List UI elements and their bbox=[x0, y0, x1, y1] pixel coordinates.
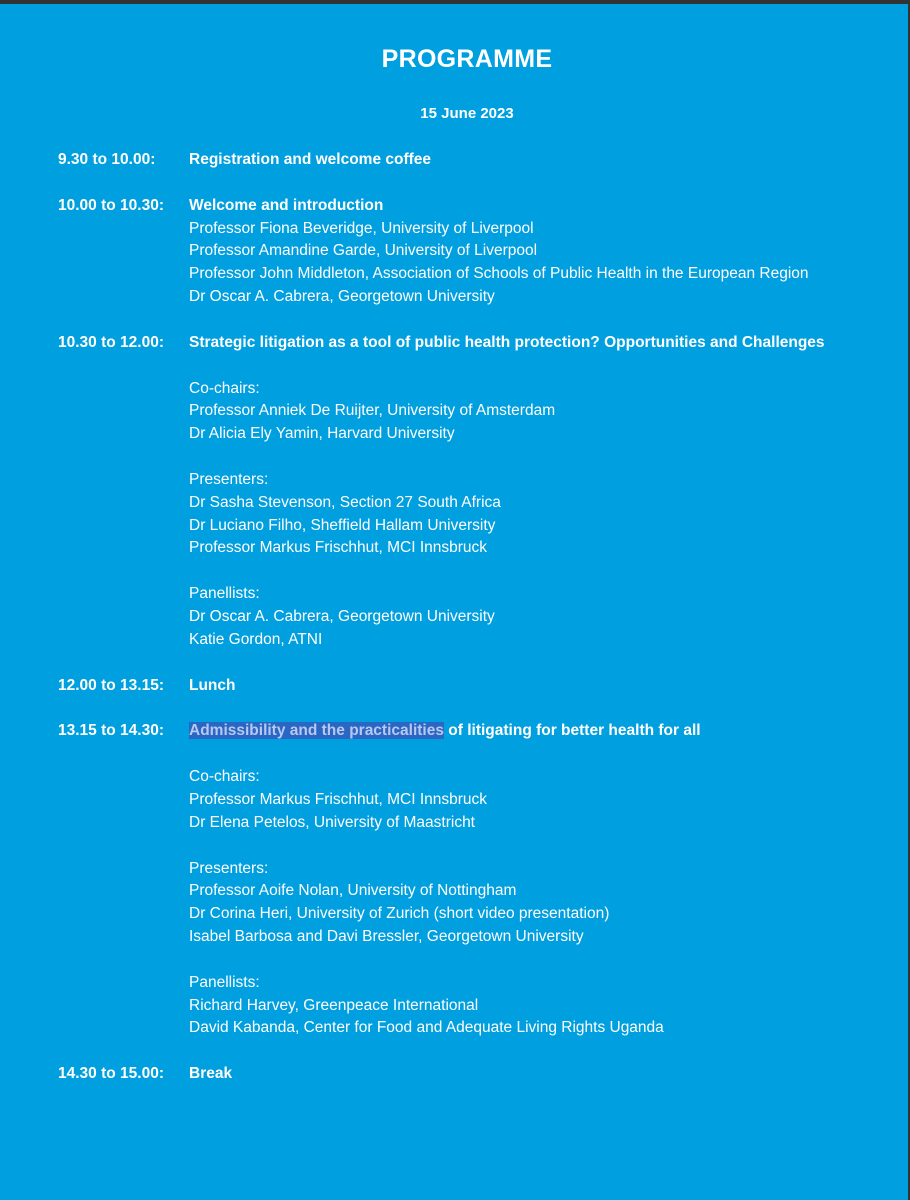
presenters-group bbox=[189, 858, 898, 949]
page-title: PROGRAMME bbox=[381, 45, 553, 73]
person: Richard Harvey, Greenpeace International bbox=[189, 996, 479, 1014]
session-content bbox=[189, 720, 898, 1040]
person: Isabel Barbosa and Davi Bressler, Georgetown University bbox=[189, 927, 584, 945]
group-label: Panellists: bbox=[189, 973, 260, 991]
group-label: Co-chairs: bbox=[189, 768, 260, 786]
session-time: 12.00 to 13.15: bbox=[58, 676, 164, 694]
selected-text[interactable]: Admissibility and the practicalities bbox=[189, 722, 444, 740]
person: Dr Elena Petelos, University of Maastricht bbox=[189, 813, 475, 831]
session-time: 9.30 to 10.00: bbox=[58, 151, 156, 168]
co-chairs-group bbox=[189, 766, 898, 834]
person: Dr Luciano Filho, Sheffield Hallam University bbox=[189, 516, 496, 534]
session-title: Registration and welcome coffee bbox=[189, 151, 432, 168]
session-welcome bbox=[58, 195, 898, 309]
person: David Kabanda, Center for Food and Adequate Living Rights Uganda bbox=[189, 1019, 664, 1037]
session-title-rest: of litigating for better health for all bbox=[443, 722, 701, 740]
panellists-group bbox=[189, 972, 898, 1040]
person: Professor Markus Frischhut, MCI Innsbruck bbox=[189, 539, 488, 557]
speaker: Professor John Middleton, Association of Schools of Public Health in the European Region bbox=[189, 265, 809, 283]
panellists-group bbox=[189, 583, 898, 651]
session-break bbox=[58, 1063, 898, 1086]
session-content bbox=[189, 195, 898, 309]
session-time: 10.00 to 10.30: bbox=[58, 196, 164, 214]
presenters-group bbox=[189, 469, 898, 560]
speaker: Dr Oscar A. Cabrera, Georgetown University bbox=[189, 287, 495, 305]
session-admissibility bbox=[58, 720, 898, 1040]
session-title: Lunch bbox=[189, 676, 236, 694]
co-chairs-group bbox=[189, 378, 898, 446]
person: Dr Alicia Ely Yamin, Harvard University bbox=[189, 425, 455, 443]
group-label: Presenters: bbox=[189, 470, 269, 488]
session-title bbox=[189, 720, 898, 743]
programme-schedule bbox=[58, 149, 898, 1109]
session-title: Break bbox=[189, 1065, 233, 1083]
session-title: Welcome and introduction bbox=[189, 196, 384, 214]
session-lunch bbox=[58, 675, 898, 698]
person: Dr Sasha Stevenson, Section 27 South Africa bbox=[189, 493, 501, 511]
session-content bbox=[189, 675, 898, 698]
person: Professor Aoife Nolan, University of Nottingham bbox=[189, 882, 517, 900]
person: Professor Markus Frischhut, MCI Innsbruck bbox=[189, 790, 488, 808]
session-time: 14.30 to 15.00: bbox=[58, 1065, 164, 1083]
session-strategic-litigation bbox=[58, 332, 898, 652]
group-label: Co-chairs: bbox=[189, 379, 260, 397]
speaker: Professor Amandine Garde, University of Liverpool bbox=[189, 242, 538, 260]
group-label: Presenters: bbox=[189, 859, 269, 877]
person: Dr Oscar A. Cabrera, Georgetown University bbox=[189, 607, 495, 625]
person: Dr Corina Heri, University of Zurich (short video presentation) bbox=[189, 905, 610, 923]
group-label: Panellists: bbox=[189, 585, 260, 603]
session-content bbox=[189, 1063, 898, 1086]
session-content bbox=[189, 332, 898, 652]
session-time: 13.15 to 14.30: bbox=[58, 722, 164, 740]
person: Professor Anniek De Ruijter, University of Amsterdam bbox=[189, 402, 556, 420]
speaker: Professor Fiona Beveridge, University of Liverpool bbox=[189, 219, 534, 237]
session-title: Strategic litigation as a tool of public health protection? Opportunities and Challenges bbox=[189, 333, 825, 351]
session-content bbox=[189, 149, 898, 172]
programme-date: 15 June 2023 bbox=[420, 105, 514, 122]
session-registration bbox=[58, 149, 898, 172]
person: Katie Gordon, ATNI bbox=[189, 630, 323, 648]
session-time: 10.30 to 12.00: bbox=[58, 333, 164, 351]
